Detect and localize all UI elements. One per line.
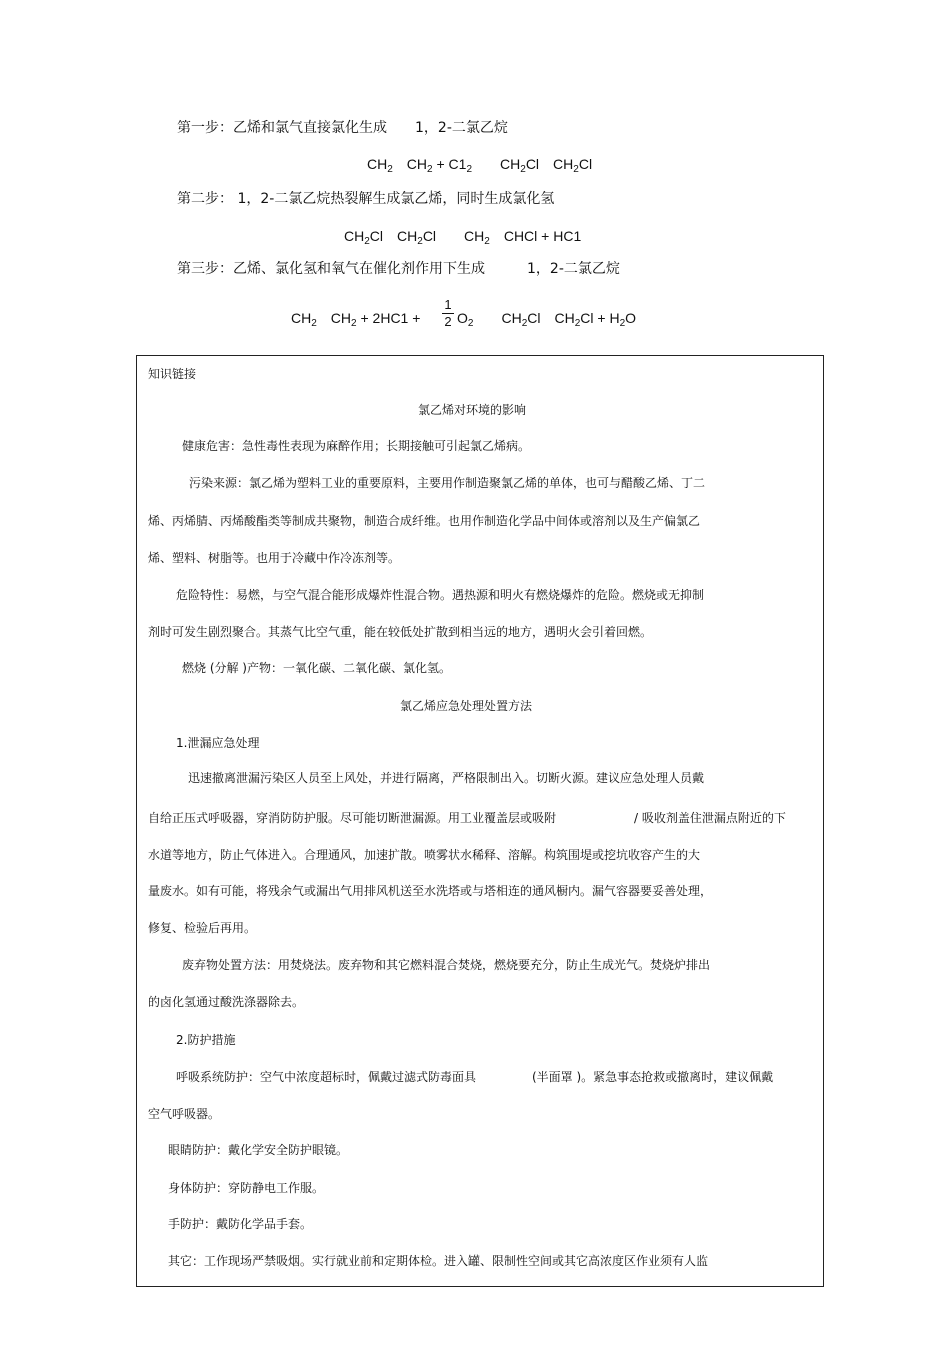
leak-line2b: / 吸收剂盖住泄漏点附近的下 — [634, 811, 786, 825]
respiratory-line2: 空气呼吸器。 — [148, 1107, 221, 1121]
other-protection: 其它：工作现场严禁吸烟。实行就业前和定期体检。进入罐、限制性空间或其它高浓度区作业须有人监 — [168, 1254, 709, 1268]
leak-line1: 迅速撤离泄漏污染区人员至上风处，并进行隔离，严格限制出入。切断火源。建议应急处理人员戴 — [188, 771, 705, 785]
box-header: 知识链接 — [148, 367, 197, 381]
waste-line2: 的卤化氢通过酸洗涤器除去。 — [148, 995, 305, 1009]
waste-line1: 废弃物处置方法：用焚烧法。废弃物和其它燃料混合焚烧，燃烧要充分，防止生成光气。焚烧炉排出 — [182, 958, 711, 972]
leak-line4: 量废水。如有可能，将残余气或漏出气用排风机送至水洗塔或与塔相连的通风橱内。漏气容器要妥善处理， — [148, 884, 713, 898]
combustion-products: 燃烧 (分解 )产物：一氧化碳、二氧化碳、氯化氢。 — [182, 661, 451, 675]
equation-3-left: $CH_2$ $CH_2 + 2HC1$ + — [291, 310, 421, 329]
danger-line1: 危险特性：易燃，与空气混合能形成爆炸性混合物。遇热源和明火有燃烧爆炸的危险。燃烧或无抑制 — [176, 588, 705, 602]
respiratory-line1b: (半面罩 )。紧急事态抢救或撤离时，建议佩戴 — [532, 1070, 774, 1084]
leak-line3: 水道等地方，防止气体进入。合理通风，加速扩散。喷雾状水稀释、溶解。构筑围堤或挖坑收容产生的大 — [148, 848, 701, 862]
equation-2: $CH_2Cl$ $CH_2Cl$ $CH_2$ CHCl + HC1 — [344, 228, 582, 247]
eye-protection: 眼睛防护：戴化学安全防护眼镜。 — [168, 1143, 349, 1157]
pollution-source-line1: 污染来源：氯乙烯为塑料工业的重要原料，主要用作制造聚氯乙烯的单体，也可与醋酸乙烯、丁二 — [189, 476, 706, 490]
hand-protection: 手防护：戴防化学品手套。 — [168, 1217, 313, 1231]
respiratory-line1a: 呼吸系统防护：空气中浓度超标时，佩戴过滤式防毒面具 — [176, 1070, 477, 1084]
pollution-source-line3: 烯、塑料、树脂等。也用于冷藏中作冷冻剂等。 — [148, 551, 401, 565]
subsection-leak: 1.泄漏应急处理 — [176, 736, 260, 750]
fraction-denominator: 2 — [444, 314, 452, 329]
body-protection: 身体防护：穿防静电工作服。 — [168, 1181, 325, 1195]
step2-text: 第二步： 1，2-二氯乙烷热裂解生成氯乙烯，同时生成氯化氢 — [177, 191, 555, 207]
equation-3-fraction — [442, 298, 454, 329]
pollution-source-line2: 烯、丙烯腈、丙烯酸酯类等制成共聚物，制造合成纤维。也用作制造化学品中间体或溶剂以及生产偏氯乙 — [148, 514, 701, 528]
equation-3-right: $O_2$ $CH_2Cl$ $CH_2Cl + H_2O$ — [457, 310, 637, 329]
fraction-numerator: 1 — [444, 297, 452, 312]
health-hazard-text: 健康危害：急性毒性表现为麻醉作用；长期接触可引起氯乙烯病。 — [182, 439, 531, 453]
subsection-protection: 2.防护措施 — [176, 1033, 236, 1047]
equation-1: $CH_2$ $CH_2 + C1_2$ $CH_2Cl$ $CH_2Cl$ — [367, 156, 593, 175]
step3-text: 第三步：乙烯、氯化氢和氧气在催化剂作用下生成 1，2-二氯乙烷 — [177, 261, 620, 277]
leak-line5: 修复、检验后再用。 — [148, 921, 257, 935]
section-title-emergency: 氯乙烯应急处理处置方法 — [400, 699, 533, 713]
leak-line2a: 自给正压式呼吸器，穿消防防护服。尽可能切断泄漏源。用工业覆盖层或吸附 — [148, 811, 557, 825]
section-title-environment: 氯乙烯对环境的影响 — [418, 403, 527, 417]
step1-text: 第一步：乙烯和氯气直接氯化生成 1，2-二氯乙烷 — [177, 120, 508, 136]
danger-line2: 剂时可发生剧烈聚合。其蒸气比空气重，能在较低处扩散到相当远的地方，遇明火会引着回燃。 — [148, 625, 653, 639]
